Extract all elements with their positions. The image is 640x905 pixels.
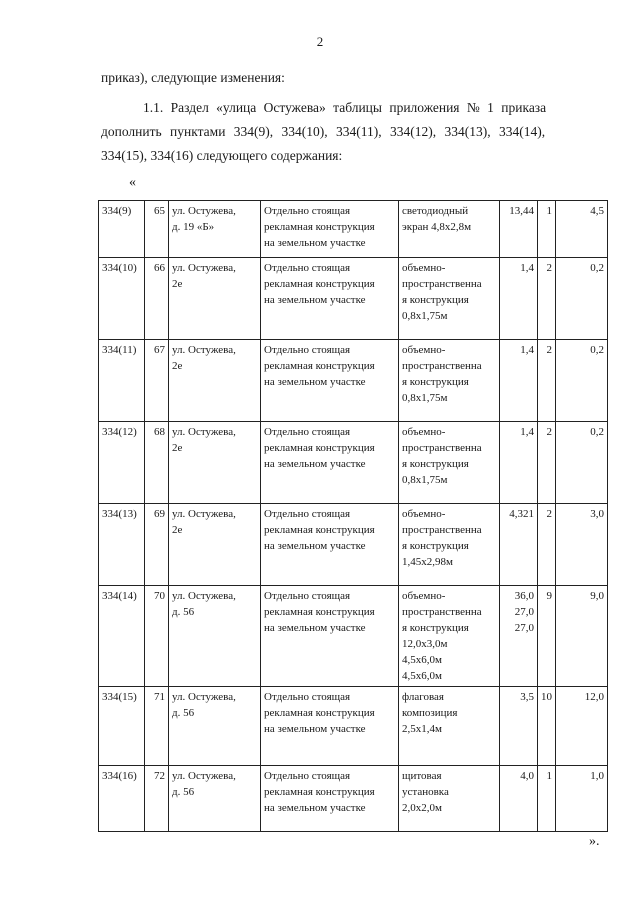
construction-type-line: Отдельно стоящая [264,508,351,520]
row-id-cell: 334(15) [99,687,145,766]
row-number-cell: 70 [145,586,169,687]
construction-type-line: на земельном участке [264,458,366,470]
address-line: ул. Остужева, [172,426,236,438]
description-line: 4,5х6,0м [402,670,442,682]
address-line: 2е [172,278,183,290]
construction-type-line: Отдельно стоящая [264,590,351,602]
address-line: 2е [172,442,183,454]
address-line: д. 56 [172,786,195,798]
row-number-cell: 71 [145,687,169,766]
area-line: 1,4 [520,426,534,438]
construction-type-line: Отдельно стоящая [264,770,351,782]
paragraph-line-2: дополнить пунктами 334(9), 334(10), 334(11), 334(12), 334(13), 334(14), [101,124,546,139]
description-line: 4,5х6,0м [402,654,442,666]
count-cell: 2 [538,340,556,422]
description-line: пространственна [402,278,482,290]
row-number-cell: 69 [145,504,169,586]
row-number-cell: 66 [145,258,169,340]
description-line: 0,8х1,75м [402,392,448,404]
address-line: д. 19 «Б» [172,221,215,233]
count-cell: 2 [538,504,556,586]
construction-type-line: рекламная конструкция [264,524,375,536]
total-cell: 1,0 [556,766,608,832]
construction-type-line: рекламная конструкция [264,221,375,233]
construction-type-line: Отдельно стоящая [264,691,351,703]
row-number-cell: 68 [145,422,169,504]
description-line: 1,45х2,98м [402,556,453,568]
description-line: я конструкция [402,376,469,388]
count-cell: 1 [538,201,556,258]
table-row [99,201,608,258]
table-row [99,340,608,422]
intro-line: приказ), следующие изменения: [101,70,285,85]
address-line: ул. Остужева, [172,770,236,782]
area-cell [500,687,538,766]
description-line: пространственна [402,524,482,536]
description-line: пространственна [402,360,482,372]
description-cell [399,258,500,340]
paragraph-line-1: 1.1. Раздел «улица Остужева» таблицы приложения № 1 приказа [143,100,547,115]
construction-type-line: Отдельно стоящая [264,344,351,356]
address-line: д. 56 [172,606,195,618]
row-id-cell: 334(10) [99,258,145,340]
description-line: объемно- [402,344,446,356]
construction-type-cell [261,586,399,687]
construction-type-line: на земельном участке [264,723,366,735]
description-line: 0,8х1,75м [402,474,448,486]
paragraph-line-3: 334(15), 334(16) следующего содержания: [101,148,343,163]
address-line: 2е [172,360,183,372]
table-row [99,586,608,687]
area-line: 27,0 [514,606,534,618]
construction-type-line: Отдельно стоящая [264,205,351,217]
construction-type-cell [261,687,399,766]
address-line: ул. Остужева, [172,344,236,356]
description-cell [399,504,500,586]
area-cell [500,766,538,832]
construction-type-cell [261,422,399,504]
count-cell: 2 [538,422,556,504]
description-line: объемно- [402,426,446,438]
count-cell: 9 [538,586,556,687]
description-line: установка [402,786,449,798]
total-cell: 3,0 [556,504,608,586]
total-cell: 9,0 [556,586,608,687]
address-line: 2е [172,524,183,536]
row-id-cell: 334(14) [99,586,145,687]
page-number: 2 [316,34,324,49]
description-cell [399,687,500,766]
row-id-cell: 334(16) [99,766,145,832]
description-line: пространственна [402,606,482,618]
row-id-cell: 334(13) [99,504,145,586]
row-id-cell: 334(12) [99,422,145,504]
construction-type-cell [261,766,399,832]
construction-type-line: рекламная конструкция [264,786,375,798]
address-line: ул. Остужева, [172,691,236,703]
description-line: 0,8х1,75м [402,310,448,322]
area-line: 4,0 [520,770,534,782]
description-line: я конструкция [402,540,469,552]
area-line: 36,0 [514,590,534,602]
area-line: 3,5 [520,691,534,703]
area-cell [500,258,538,340]
construction-type-line: на земельном участке [264,802,366,814]
address-cell [169,687,261,766]
annex-table [98,200,608,832]
construction-type-line: на земельном участке [264,237,366,249]
description-line: экран 4,8х2,8м [402,221,472,233]
construction-type-cell [261,258,399,340]
construction-type-cell [261,201,399,258]
description-line: композиция [402,707,458,719]
description-cell [399,201,500,258]
area-line: 1,4 [520,344,534,356]
construction-type-line: на земельном участке [264,540,366,552]
description-cell [399,422,500,504]
address-line: ул. Остужева, [172,508,236,520]
construction-type-cell [261,504,399,586]
row-id-cell: 334(9) [99,201,145,258]
closing-quote: ». [589,834,600,849]
construction-type-line: рекламная конструкция [264,360,375,372]
address-cell [169,201,261,258]
construction-type-line: рекламная конструкция [264,606,375,618]
address-line: д. 56 [172,707,195,719]
row-number-cell: 65 [145,201,169,258]
construction-type-line: Отдельно стоящая [264,426,351,438]
description-cell [399,766,500,832]
construction-type-line: рекламная конструкция [264,707,375,719]
count-cell: 1 [538,766,556,832]
address-cell [169,258,261,340]
area-cell [500,504,538,586]
construction-type-line: на земельном участке [264,294,366,306]
description-line: я конструкция [402,294,469,306]
description-line: объемно- [402,590,446,602]
description-line: 2,0х2,0м [402,802,442,814]
address-cell [169,766,261,832]
address-cell [169,504,261,586]
count-cell: 10 [538,687,556,766]
area-cell [500,586,538,687]
table-row [99,422,608,504]
area-cell [500,201,538,258]
row-number-cell: 72 [145,766,169,832]
description-line: флаговая [402,691,444,703]
opening-quote: « [129,175,136,190]
description-line: объемно- [402,508,446,520]
area-line: 13,44 [509,205,534,217]
table-row [99,258,608,340]
table-row [99,687,608,766]
description-line: я конструкция [402,458,469,470]
address-line: ул. Остужева, [172,590,236,602]
description-line: объемно- [402,262,446,274]
construction-type-line: на земельном участке [264,622,366,634]
description-line: светодиодный [402,205,469,217]
area-line: 1,4 [520,262,534,274]
description-cell [399,340,500,422]
area-cell [500,422,538,504]
table-row [99,504,608,586]
total-cell: 0,2 [556,340,608,422]
address-cell [169,586,261,687]
address-cell [169,340,261,422]
construction-type-line: рекламная конструкция [264,442,375,454]
description-line: я конструкция [402,622,469,634]
area-line: 27,0 [514,622,534,634]
description-line: 12,0х3,0м [402,638,448,650]
table-row [99,766,608,832]
construction-type-line: Отдельно стоящая [264,262,351,274]
address-line: ул. Остужева, [172,262,236,274]
description-line: пространственна [402,442,482,454]
description-line: щитовая [402,770,442,782]
area-line: 4,321 [509,508,534,520]
construction-type-line: рекламная конструкция [264,278,375,290]
total-cell: 0,2 [556,258,608,340]
construction-type-cell [261,340,399,422]
total-cell: 4,5 [556,201,608,258]
row-number-cell: 67 [145,340,169,422]
description-line: 2,5х1,4м [402,723,442,735]
count-cell: 2 [538,258,556,340]
row-id-cell: 334(11) [99,340,145,422]
address-line: ул. Остужева, [172,205,236,217]
total-cell: 12,0 [556,687,608,766]
total-cell: 0,2 [556,422,608,504]
construction-type-line: на земельном участке [264,376,366,388]
description-cell [399,586,500,687]
address-cell [169,422,261,504]
area-cell [500,340,538,422]
